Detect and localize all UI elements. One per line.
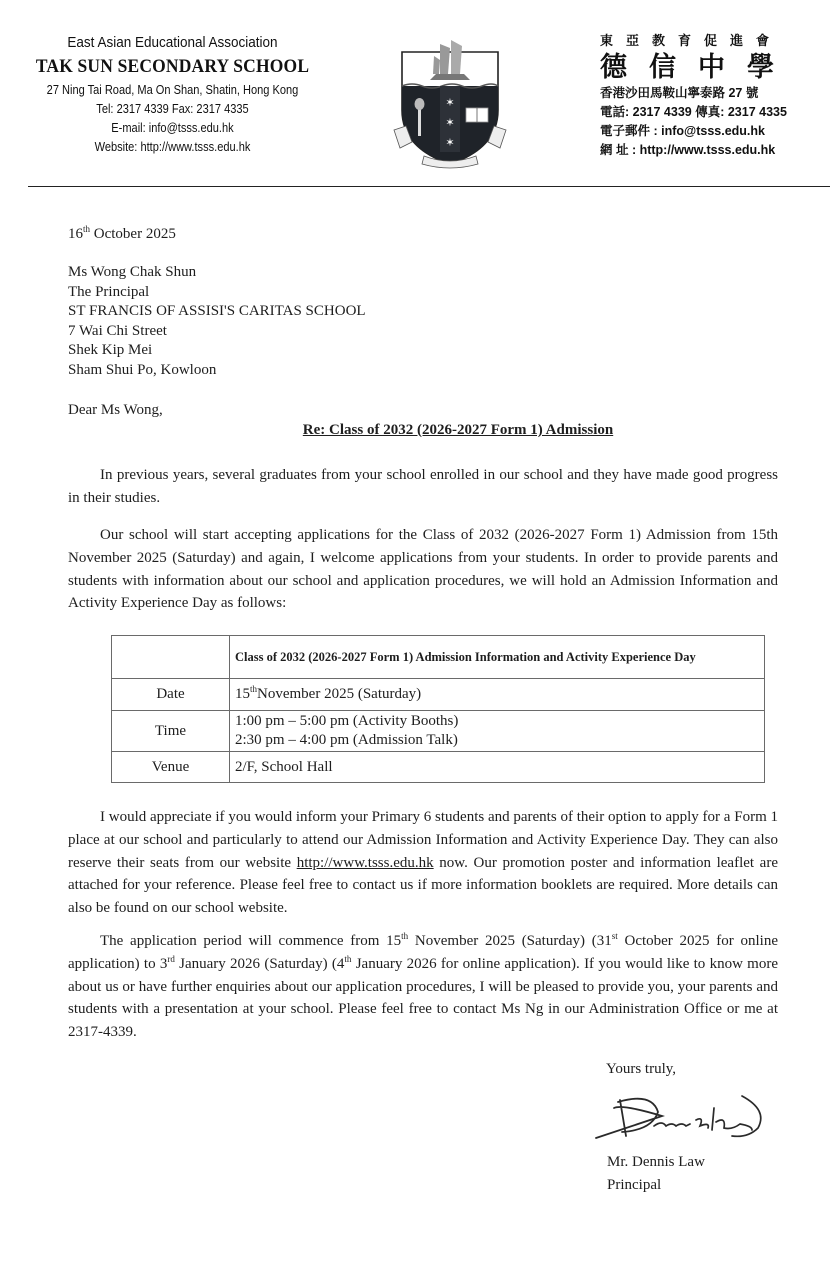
table-header-row: [112, 636, 765, 679]
school-tel-fax: Tel: 2317 4339 Fax: 2317 4335: [96, 101, 249, 116]
table-label-date: Date: [112, 679, 230, 711]
paragraph-3-text: now. Our promotion poster and information leaflet are attached for your reference. Please feel free to contact us if more information booklets are required. More details can also be found on our school website.: [68, 854, 778, 917]
date-day: 16: [68, 226, 83, 242]
school-address-chinese: 香港沙田馬鞍山寧泰路 27 號: [600, 86, 759, 100]
recipient-line: 7 Wai Chi Street: [68, 322, 167, 339]
salutation: Dear Ms Wong,: [68, 402, 163, 418]
paragraph-4-text: November 2025 (Saturday) (31: [408, 933, 612, 949]
event-info-table: [111, 635, 765, 783]
paragraph-4-text: January 2026 for online application). If you would like to know more about us or have further enquiries about our application procedures, I will be pleased to provide you, your parents and students with a presentation at your school. Please feel free to contact Ms Ng in our Administration Office or me at 2317-4339.: [68, 955, 778, 1041]
school-email-chinese: 電子郵件 : info@tsss.edu.hk: [600, 124, 765, 138]
letterhead-divider: [28, 186, 830, 187]
recipient-line: Shek Kip Mei: [68, 342, 153, 359]
recipient-address: [68, 263, 366, 381]
table-value-date: [230, 679, 765, 711]
school-email: E-mail: info@tsss.edu.hk: [111, 120, 234, 135]
table-header-cell: Class of 2032 (2026-2027 Form 1) Admission Information and Activity Experience Day: [230, 636, 765, 679]
paragraph-4-text: January 2026 (Saturday) (4: [174, 955, 345, 972]
time-admission-talk: 2:30 pm – 4:00 pm (Admission Talk): [235, 732, 458, 748]
recipient-line: Sham Shui Po, Kowloon: [68, 361, 217, 378]
table-value-time: [230, 711, 765, 752]
paragraph-1: In previous years, several graduates from your school enrolled in our school and they have made good progress in their studies.: [68, 467, 778, 506]
table-corner-cell: [112, 636, 230, 679]
subject-line: Re: Class of 2032 (2026-2027 Form 1) Admission: [302, 422, 614, 438]
signatory-title: Principal: [607, 1177, 662, 1193]
signature-icon: [592, 1086, 772, 1146]
school-website-chinese: 網 址 : http://www.tsss.edu.hk: [600, 143, 776, 157]
event-date-rest: November 2025 (Saturday): [257, 686, 422, 702]
recipient-line: ST FRANCIS OF ASSISI'S CARITAS SCHOOL: [68, 303, 366, 320]
table-row: [112, 711, 765, 752]
paragraph-4-text: October 2025 for online application) to 3: [68, 933, 778, 972]
school-name-chinese: 德信中學: [600, 52, 796, 83]
date-suffix: th: [83, 224, 91, 234]
association-name: East Asian Educational Association: [67, 34, 278, 51]
table-label-time: Time: [112, 711, 230, 752]
paragraph-3: [68, 806, 778, 920]
recipient-line: Ms Wong Chak Shun: [68, 264, 197, 280]
school-crest-icon: [388, 30, 512, 170]
letterhead-english: [0, 32, 345, 156]
svg-text:✶: ✶: [445, 97, 455, 109]
paragraph-4-text: The application period will commence from 15: [100, 933, 402, 949]
school-address: 27 Ning Tai Road, Ma On Shan, Shatin, Hong Kong: [46, 82, 299, 97]
paragraph-4: [68, 930, 778, 1044]
closing: Yours truly,: [606, 1061, 677, 1077]
svg-text:✶: ✶: [445, 137, 455, 149]
ordinal-suffix: st: [611, 931, 618, 941]
ordinal-suffix: rd: [167, 953, 175, 964]
school-website: Website: http://www.tsss.edu.hk: [94, 139, 251, 154]
ordinal-suffix: th: [344, 953, 352, 964]
letterhead-chinese: [600, 30, 820, 160]
letter-date: [68, 225, 176, 245]
school-tel-fax-chinese: 電話: 2317 4339 傳真: 2317 4335: [600, 105, 787, 119]
recipient-line: The Principal: [68, 283, 150, 300]
svg-text:✶: ✶: [445, 117, 455, 129]
table-value-venue: 2/F, School Hall: [230, 752, 765, 783]
event-day: 15: [235, 686, 250, 702]
table-label-venue: Venue: [112, 752, 230, 783]
paragraph-2: Our school will start accepting applications for the Class of 2032 (2026-2027 Form 1) Admission from 15th November 2025 (Saturday) and again, I welcome applications from your students. In order to provide parents and students with information about our school and application procedures, we will hold an Admission Information and Activity Experience Day as follows:: [68, 527, 778, 612]
time-activity-booths: 1:00 pm – 5:00 pm (Activity Booths): [235, 713, 459, 729]
table-row: [112, 679, 765, 711]
table-row: [112, 752, 765, 783]
event-day-suffix: th: [250, 684, 258, 694]
association-name-chinese: 東亞教育促進會: [600, 33, 783, 48]
ordinal-suffix: th: [401, 931, 409, 941]
signatory-name: Mr. Dennis Law: [607, 1154, 705, 1170]
website-link[interactable]: http://www.tsss.edu.hk: [296, 854, 434, 871]
paragraph-3-text: I would appreciate if you would inform your Primary 6 students and parents of their option to apply for a Form 1 place at our school and particularly to attend our Admission Information and Activity Experience Day. They can also reserve their seats from our website: [68, 809, 778, 871]
school-name: TAK SUN SECONDARY SCHOOL: [35, 56, 310, 77]
date-rest: October 2025: [90, 226, 176, 242]
